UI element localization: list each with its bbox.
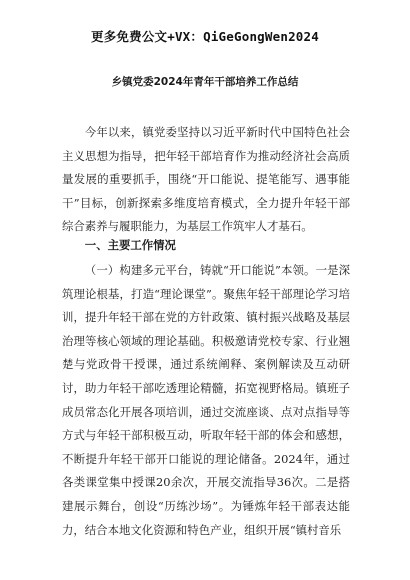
intro-paragraph: 今年以来，镇党委坚持以习近平新时代中国特色社会主义思想为指导，把年轻干部培育作为推动经济社会高质量发展的重要抓手，围绕“开口能说、提笔能写、遇事能干”目标，创新探索多维度培育模式，全力提升年轻干部综合素养与履职能力，为基层工作筑牢人才基石。: [62, 125, 350, 234]
watermark-header: 更多免费公文+VX：QiGeGongWen2024: [91, 29, 319, 44]
document-title: 乡镇党委2024年青年干部培养工作总结: [111, 76, 299, 88]
section-heading: 一、主要工作情况: [84, 238, 176, 252]
section-paragraph: （一）构建多元平台，铸就“开口能说”本领。一是深筑理论根基，打造“理论课堂”。聚焦年轻干部理论学习培训，提升年轻干部在党的方针政策、镇村振兴战略及基层治理等核心领域的理论基础。积极邀请党校专家、行业翘楚与党政骨干授课，通过系统阐释、案例解读及互动研讨，助力年轻干部吃透理论精髓，拓宽视野格局。镇班子成员常态化开展各项培训，通过交流座谈、点对点指导等方式与年轻干部积极互动，听取年轻干部的体会和感想，不断提升年轻干部开口能说的理论储备。2024年，通过各类课堂集中授课20余次，开展交流指导36次。二是搭建展示舞台，创设“历练沙场”。为锤炼年轻干部表达能力，结合本地文化资源和特色产业，组织开展“镇村音乐: [62, 263, 350, 537]
